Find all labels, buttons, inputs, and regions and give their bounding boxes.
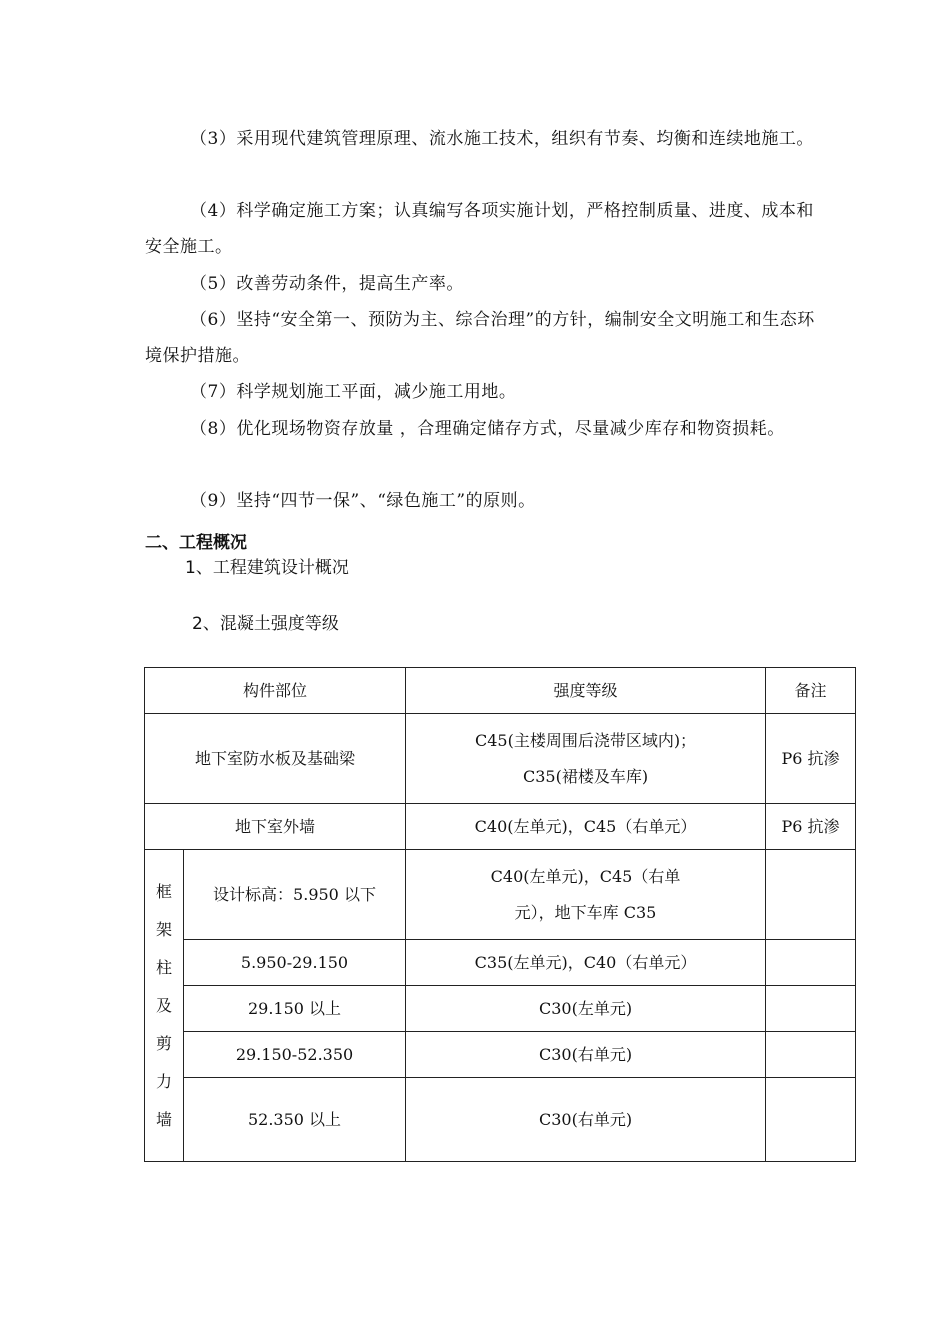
section-title: 二、工程概况 [145, 533, 247, 553]
header-grade: 强度等级 [406, 668, 766, 714]
cell-note [766, 850, 856, 940]
cell-elevation: 29.150-52.350 [184, 1032, 406, 1078]
group-label-char: 框 [155, 881, 172, 901]
cell-grade [406, 714, 766, 804]
paragraph-3: （3）采用现代建筑管理原理、流水施工技术，组织有节奏、均衡和连续地施工。 [190, 129, 814, 149]
group-label-char: 墙 [155, 1109, 172, 1129]
concrete-grade-table [144, 667, 856, 1162]
cell-grade: C35(左单元)，C40（右单元） [406, 940, 766, 986]
subheading-1: 1、工程建筑设计概况 [185, 558, 349, 578]
group-label-char: 柱 [155, 957, 172, 977]
cell-part: 地下室外墙 [145, 804, 406, 850]
cell-note [766, 1078, 856, 1162]
cell-elevation: 52.350 以上 [184, 1078, 406, 1162]
table-row [145, 1078, 856, 1162]
table-row [145, 714, 856, 804]
group-label-char: 力 [155, 1071, 172, 1091]
cell-grade: C30(左单元) [406, 986, 766, 1032]
grade-line: 元），地下车库 C35 [514, 902, 657, 922]
paragraph-6: （6）坚持“安全第一、预防为主、综合治理”的方针，编制安全文明施工和生态环境保护措施。 [145, 310, 815, 366]
table-header-row [145, 668, 856, 714]
group-label-frame-column-shear-wall [145, 850, 184, 1162]
table-row [145, 850, 856, 940]
cell-elevation: 5.950-29.150 [184, 940, 406, 986]
paragraph-4: （4）科学确定施工方案；认真编写各项实施计划，严格控制质量、进度、成本和安全施工。 [145, 201, 814, 257]
header-note: 备注 [766, 668, 856, 714]
cell-elevation: 29.150 以上 [184, 986, 406, 1032]
subheading-2: 2、混凝土强度等级 [192, 614, 339, 634]
group-label-char: 剪 [155, 1033, 172, 1053]
paragraph-7: （7）科学规划施工平面，减少施工用地。 [190, 382, 517, 402]
cell-grade: C30(右单元) [406, 1078, 766, 1162]
cell-note: P6 抗渗 [766, 714, 856, 804]
cell-note [766, 940, 856, 986]
cell-part: 地下室防水板及基础梁 [145, 714, 406, 804]
table-row [145, 804, 856, 850]
table-row [145, 940, 856, 986]
paragraph-9: （9）坚持“四节一保”、“绿色施工”的原则。 [190, 491, 536, 511]
grade-line: C35(裙楼及车库) [522, 766, 649, 786]
cell-grade: C30(右单元) [406, 1032, 766, 1078]
grade-line: C45(主楼周围后浇带区域内)； [474, 730, 697, 750]
header-part: 构件部位 [145, 668, 406, 714]
cell-note [766, 1032, 856, 1078]
paragraph-8: （8）优化现场物资存放量 ，合理确定储存方式，尽量减少库存和物资损耗。 [190, 419, 785, 439]
table-row [145, 1032, 856, 1078]
cell-grade [406, 850, 766, 940]
table-row [145, 986, 856, 1032]
grade-line: C40(左单元)，C45（右单 [490, 866, 681, 886]
group-label-char: 架 [155, 919, 172, 939]
cell-elevation: 设计标高：5.950 以下 [184, 850, 406, 940]
cell-note [766, 986, 856, 1032]
cell-note: P6 抗渗 [766, 804, 856, 850]
group-label-char: 及 [155, 995, 172, 1015]
cell-grade: C40(左单元)，C45（右单元） [406, 804, 766, 850]
paragraph-5: （5）改善劳动条件，提高生产率。 [190, 274, 464, 294]
